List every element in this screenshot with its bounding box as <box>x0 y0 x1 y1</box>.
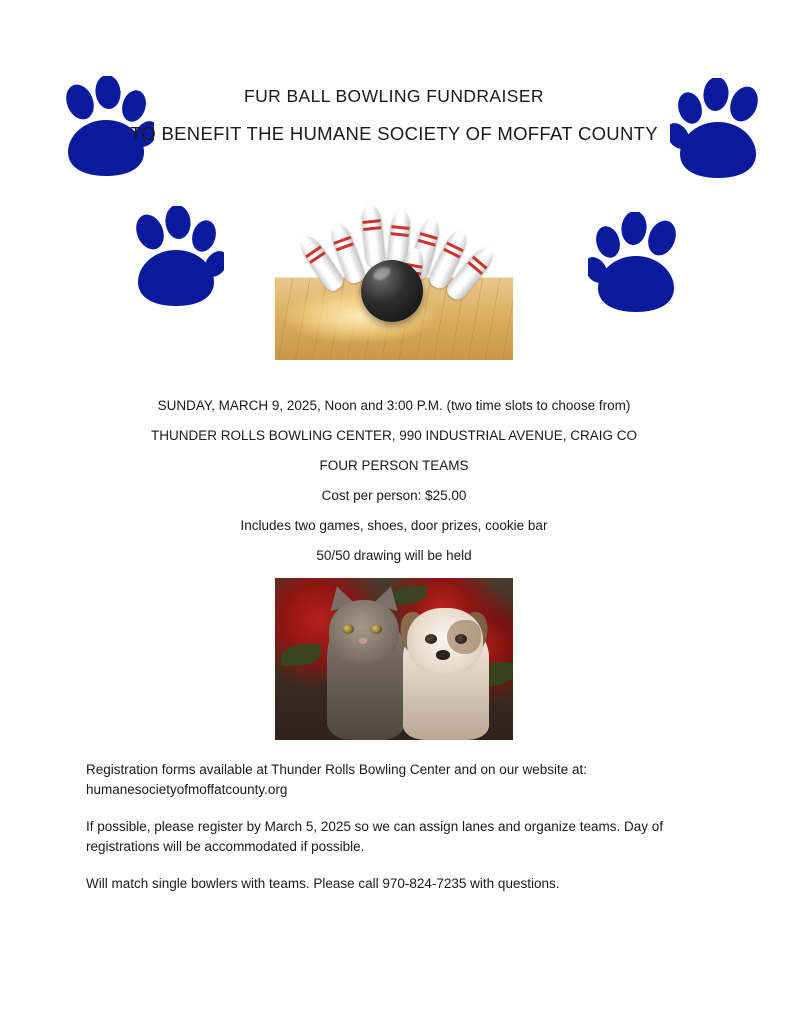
puppy-eye-right <box>455 634 467 644</box>
detail-includes: Includes two games, shoes, door prizes, cookie bar <box>240 518 548 533</box>
deadline-paragraph: If possible, please register by March 5, 2025 so we can assign lanes and organize teams. Day of registrations will be accommodated if possible. <box>86 819 664 854</box>
paw-print-icon-middle-left <box>128 206 224 310</box>
kitten-head <box>329 600 399 664</box>
kitten-eye-right <box>370 624 382 634</box>
page-subtitle: TO BENEFIT THE HUMANE SOCIETY OF MOFFAT COUNTY <box>130 123 658 144</box>
event-details <box>0 398 788 563</box>
detail-venue-address: THUNDER ROLLS BOWLING CENTER, 990 INDUSTRIAL AVENUE, CRAIG CO <box>150 428 638 443</box>
detail-team-size: FOUR PERSON TEAMS <box>319 458 469 473</box>
kitten-nose <box>359 638 367 644</box>
bowling-ball-highlight <box>372 265 393 283</box>
page-title: FUR BALL BOWLING FUNDRAISER <box>244 86 544 106</box>
kitten-eye-left <box>342 624 354 634</box>
detail-cost: Cost per person: $25.00 <box>321 488 467 503</box>
detail-date-time: SUNDAY, MARCH 9, 2025, Noon and 3:00 P.M. (two time slots to choose from) <box>157 398 631 413</box>
puppy-eye-left <box>425 634 437 644</box>
bowling-pins-and-ball-photo <box>275 188 513 360</box>
flyer-heading <box>0 86 788 145</box>
contact-paragraph: Will match single bowlers with teams. Please call 970-824-7235 with questions. <box>86 876 560 892</box>
detail-drawing: 50/50 drawing will be held <box>316 548 472 563</box>
kitten-and-puppy-photo <box>275 578 513 740</box>
paw-print-icon-middle-right <box>588 212 684 316</box>
registration-paragraph: Registration forms available at Thunder Rolls Bowling Center and on our website at: humanesocietyofmoffatcounty.org <box>86 762 588 797</box>
puppy-nose <box>436 650 450 660</box>
bowling-ball <box>361 260 423 322</box>
registration-information <box>86 760 686 894</box>
